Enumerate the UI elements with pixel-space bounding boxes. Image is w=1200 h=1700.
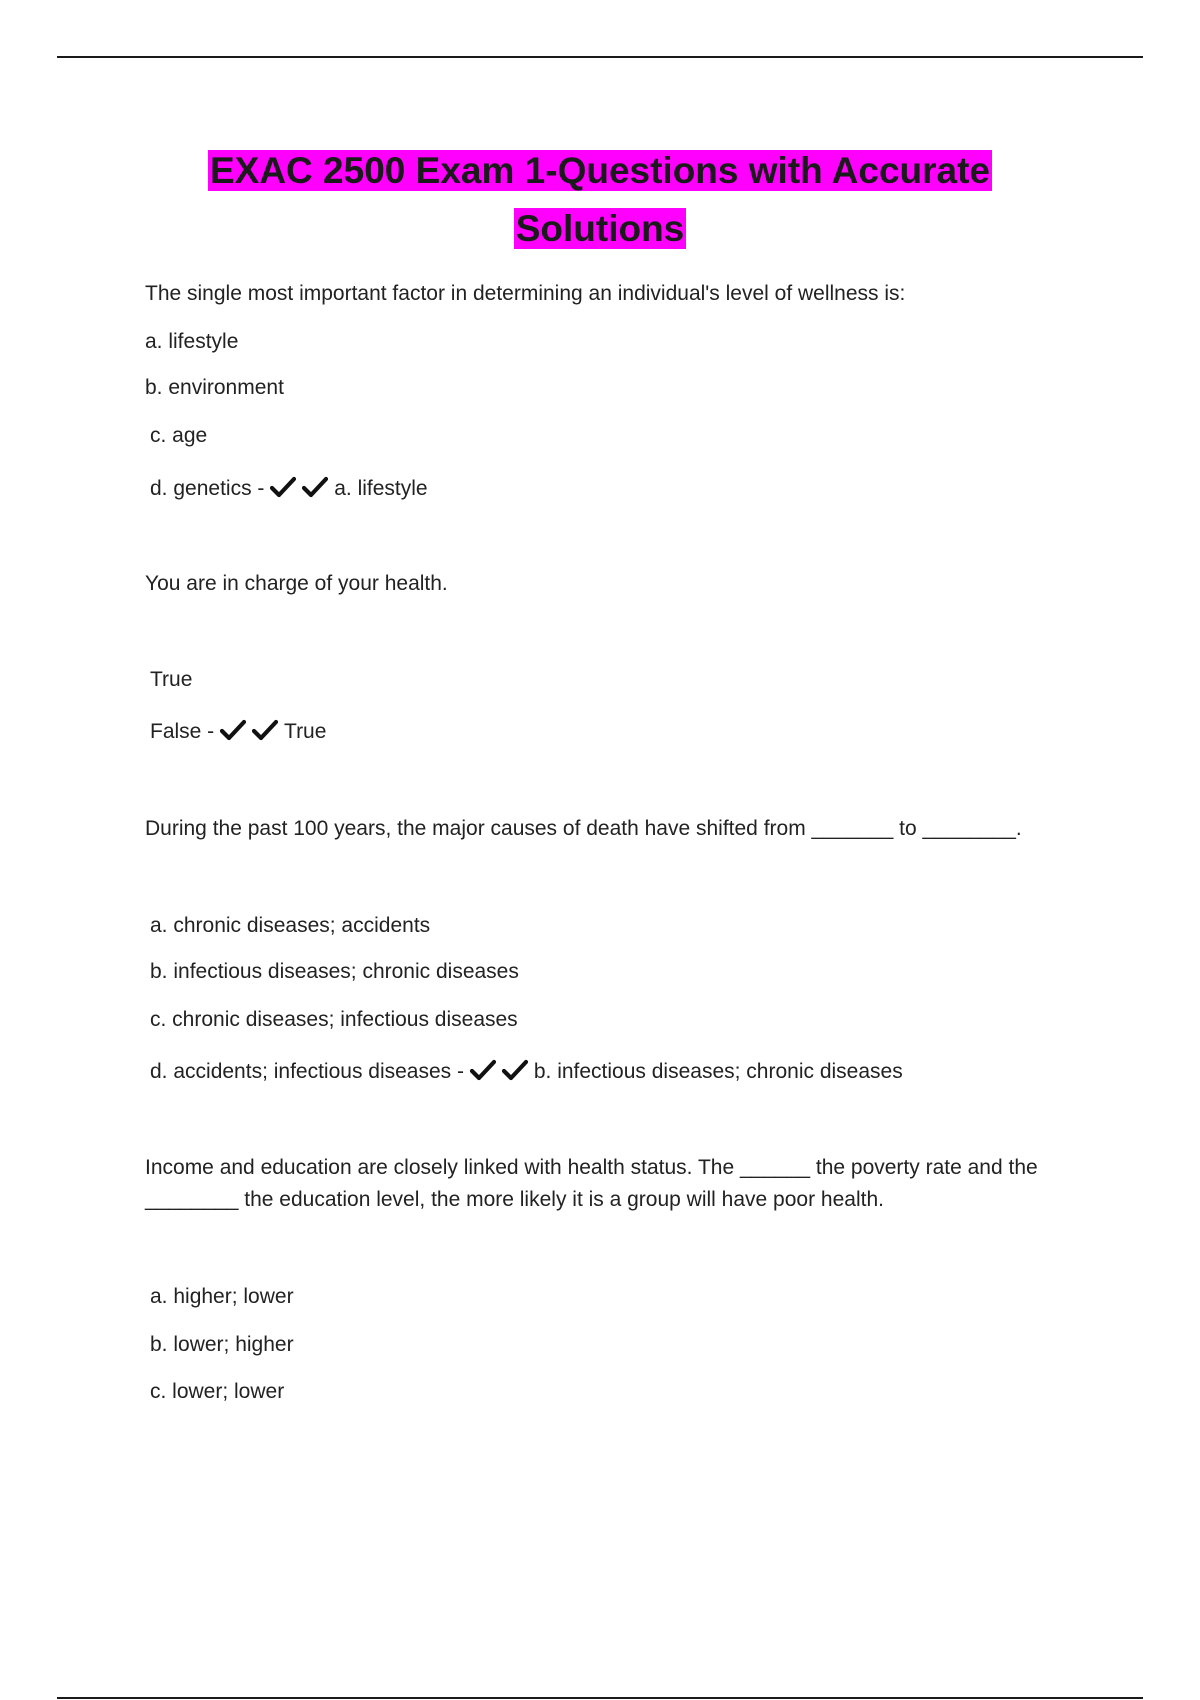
- question-1-option-d: d. genetics -: [150, 477, 271, 500]
- check-mark-icon: [252, 719, 278, 741]
- question-4-option-c: c. lower; lower: [150, 1380, 285, 1403]
- question-1-answer: a. lifestyle: [334, 477, 428, 500]
- check-mark-icon: [270, 476, 296, 498]
- question-3-option-b: b. infectious diseases; chronic diseases: [150, 960, 519, 983]
- title-line-1: EXAC 2500 Exam 1-Questions with Accurate: [209, 150, 991, 191]
- question-1-option-c: c. age: [150, 424, 208, 447]
- question-3-option-c: c. chronic diseases; infectious diseases: [150, 1008, 518, 1031]
- question-3-option-d: d. accidents; infectious diseases -: [150, 1060, 470, 1083]
- question-3-option-a: a. chronic diseases; accidents: [150, 914, 431, 937]
- title-line-2: Solutions: [515, 208, 685, 249]
- bottom-rule: [57, 1697, 1143, 1699]
- question-4-option-a: a. higher; lower: [150, 1285, 294, 1308]
- question-3-option-d-answer: [150, 1058, 903, 1086]
- question-1-option-d-answer: [150, 475, 428, 503]
- question-4-prompt: Income and education are closely linked with health status. The ______ the poverty rate and the ________ the education level, the more likely it is a group will have poor health.: [145, 1156, 1038, 1211]
- question-4-option-b: b. lower; higher: [150, 1333, 294, 1356]
- question-1-prompt: The single most important factor in determining an individual's level of wellness is:: [145, 282, 906, 305]
- question-2-prompt: You are in charge of your health.: [145, 572, 448, 595]
- question-1-option-b: b. environment: [145, 376, 284, 399]
- question-2-option-true: True: [150, 668, 193, 691]
- question-2-option-false-answer: [150, 718, 326, 746]
- question-2-option-false: False -: [150, 720, 221, 743]
- check-mark-icon: [502, 1059, 528, 1081]
- check-mark-icon: [302, 476, 328, 498]
- page-title: [100, 142, 1100, 258]
- question-3-prompt: During the past 100 years, the major causes of death have shifted from _______ to ________.: [145, 817, 1022, 840]
- check-mark-icon: [220, 719, 246, 741]
- question-2-answer: True: [284, 720, 327, 743]
- question-1-option-a: a. lifestyle: [145, 330, 239, 353]
- question-3-answer: b. infectious diseases; chronic diseases: [533, 1060, 903, 1083]
- check-mark-icon: [470, 1059, 496, 1081]
- top-rule: [57, 56, 1143, 58]
